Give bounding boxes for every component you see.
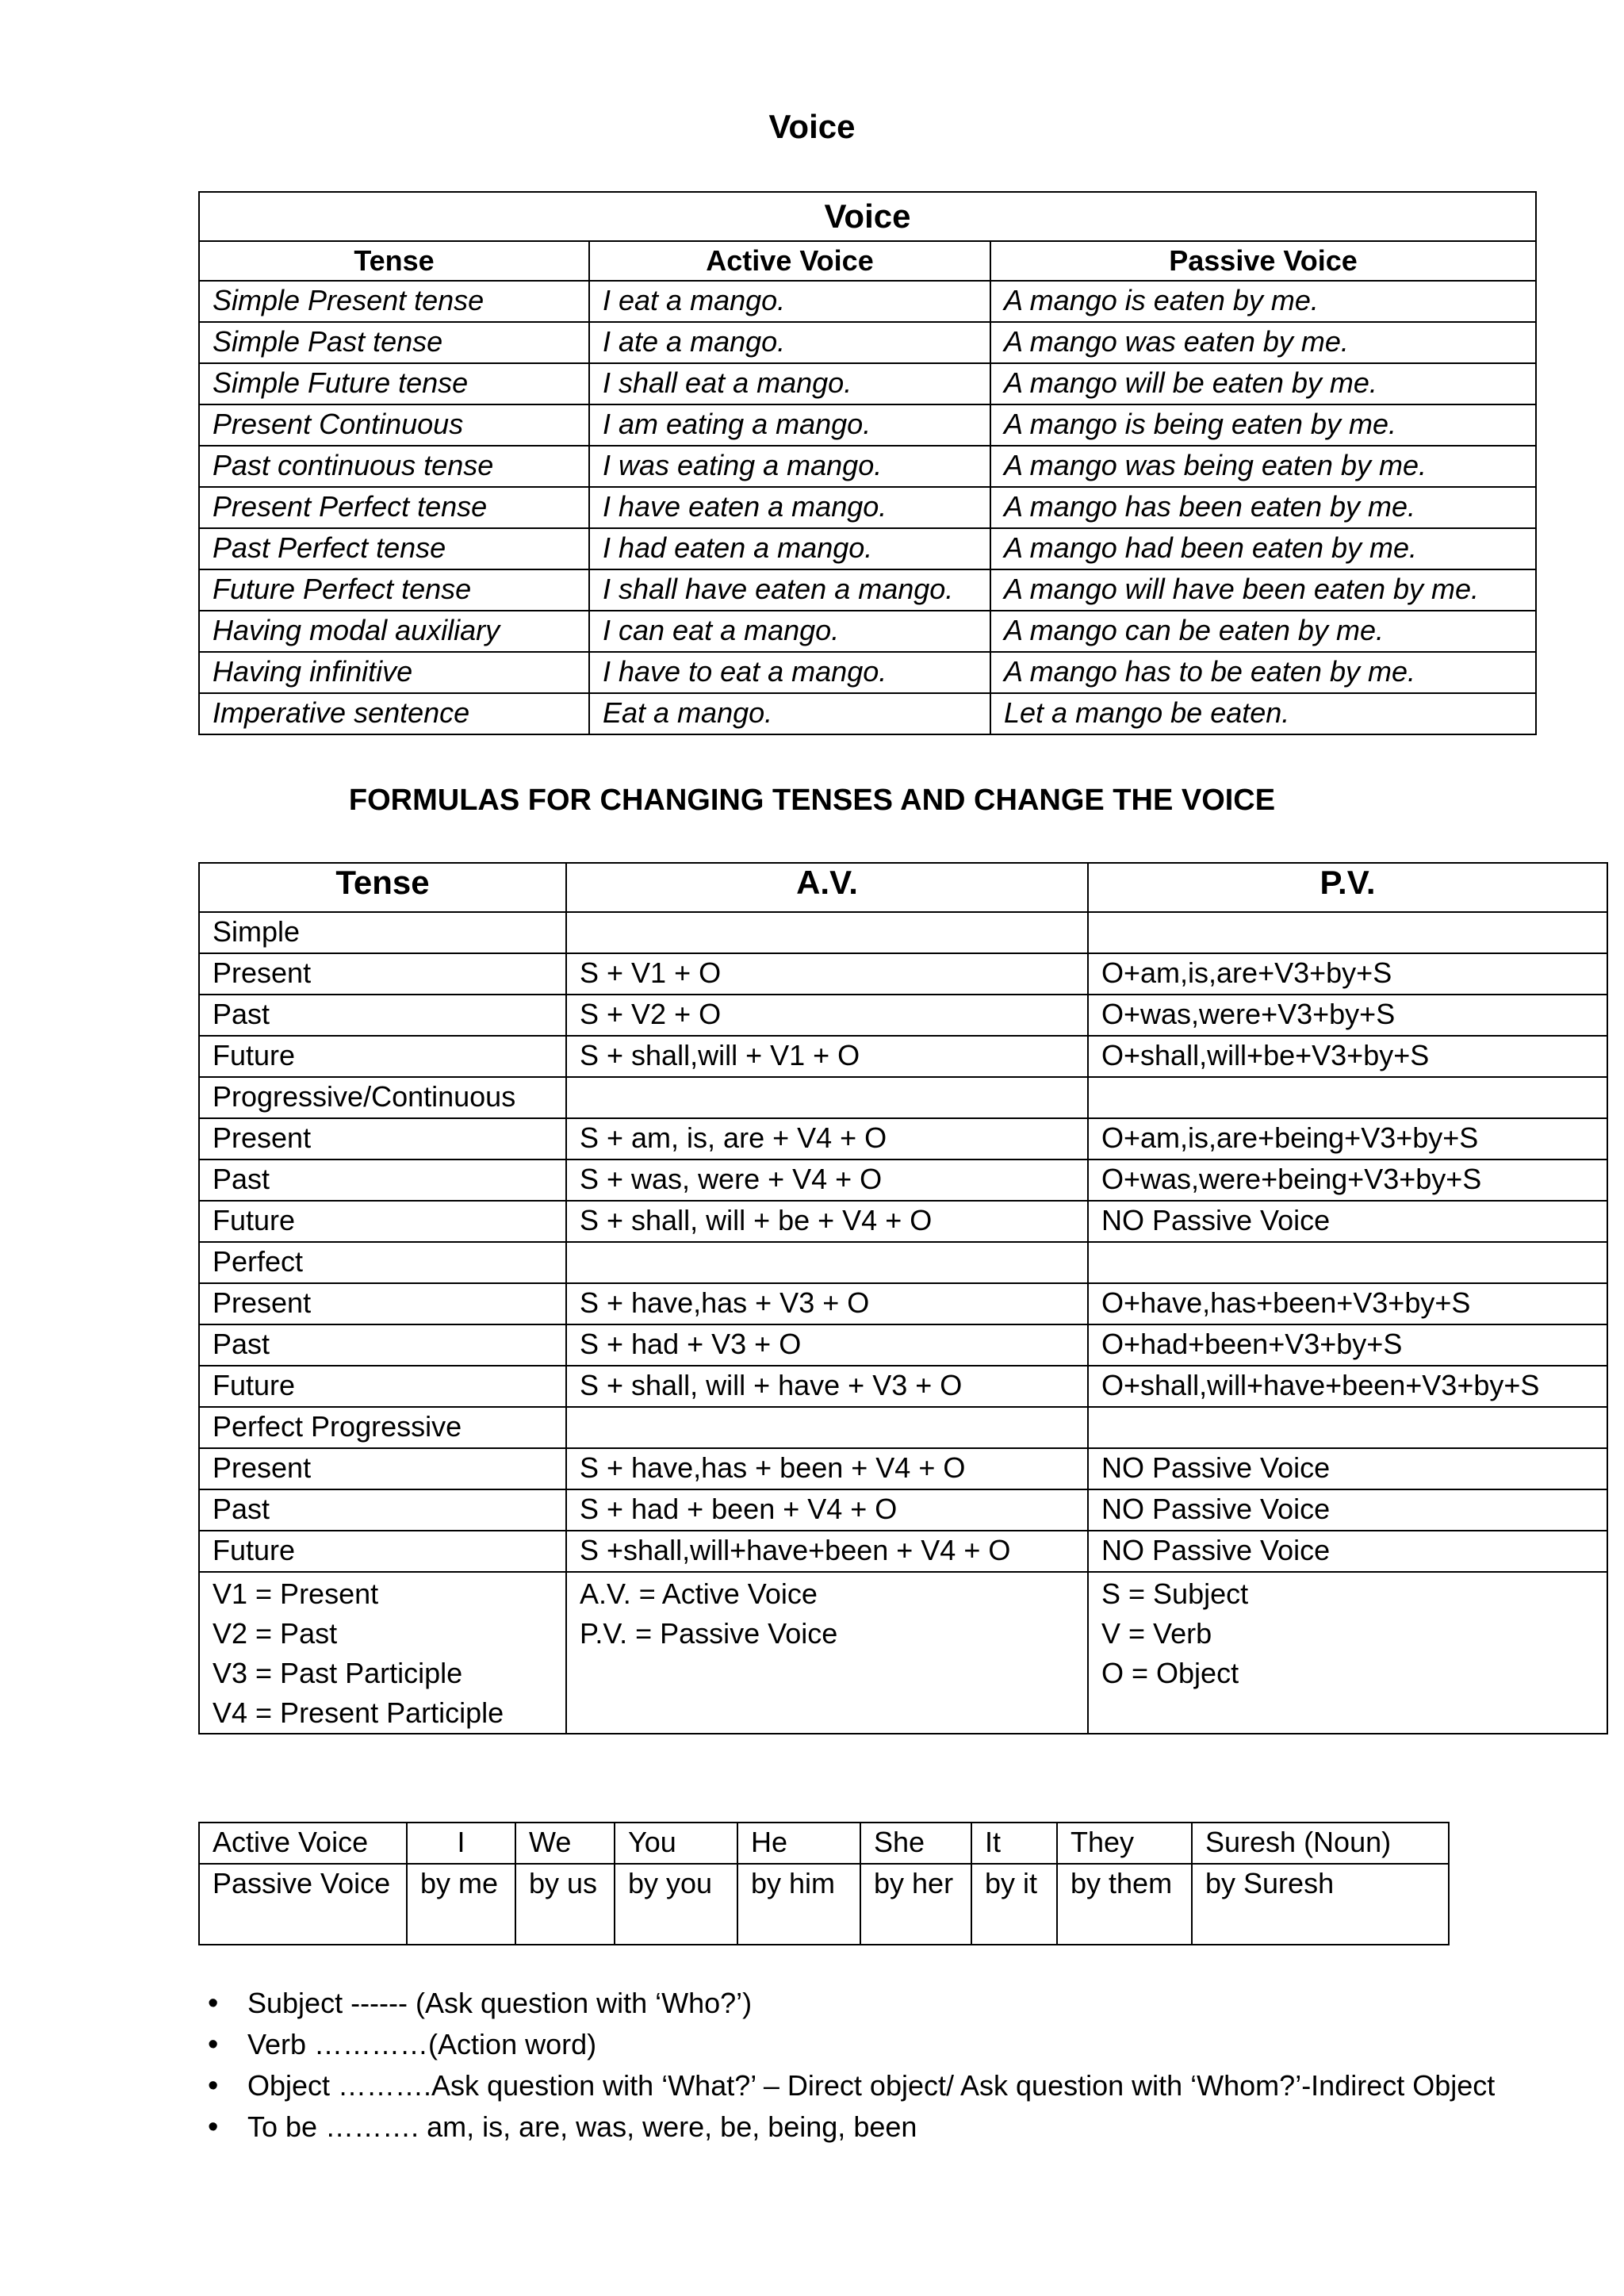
list-item: • Object ……….Ask question with ‘What?’ – Direct object/ Ask question with ‘Whom?’-Indirect Object	[198, 2065, 1535, 2106]
column-header-pv: P.V.	[1088, 863, 1607, 912]
av-formula-cell: S +shall,will+have+been + V4 + O	[566, 1531, 1088, 1572]
tense-cell: Present	[199, 1118, 566, 1159]
passive-voice-cell: A mango is eaten by me.	[990, 281, 1536, 322]
list-item: • Verb …………(Action word)	[198, 2024, 1535, 2065]
tense-cell: Future Perfect tense	[199, 569, 589, 611]
legend-line: V = Verb	[1101, 1617, 1212, 1650]
table-row	[199, 569, 1536, 611]
table-row	[199, 693, 1536, 734]
pv-formula-cell: O+am,is,are+V3+by+S	[1088, 953, 1607, 995]
passive-voice-cell: A mango is being eaten by me.	[990, 404, 1536, 446]
av-formula-cell: S + was, were + V4 + O	[566, 1159, 1088, 1201]
table-row	[199, 363, 1536, 404]
pronoun-cell: We	[515, 1823, 615, 1864]
legend-line: V2 = Past	[213, 1617, 338, 1650]
tense-cell: Present Continuous	[199, 404, 589, 446]
pv-formula-cell: NO Passive Voice	[1088, 1489, 1607, 1531]
active-voice-cell: I had eaten a mango.	[589, 528, 990, 569]
av-formula-cell	[566, 1077, 1088, 1118]
table-row	[199, 281, 1536, 322]
list-item: • To be ………. am, is, are, was, were, be, being, been	[198, 2106, 1535, 2148]
tense-cell: Perfect Progressive	[199, 1407, 566, 1448]
column-header-tense: Tense	[199, 863, 566, 912]
agent-cell: by them	[1057, 1864, 1192, 1945]
active-voice-cell: I can eat a mango.	[589, 611, 990, 652]
table-row	[199, 1118, 1607, 1159]
tense-cell: Future	[199, 1531, 566, 1572]
legend-line: A.V. = Active Voice	[580, 1577, 818, 1610]
passive-voice-cell: A mango can be eaten by me.	[990, 611, 1536, 652]
av-formula-cell	[566, 1407, 1088, 1448]
table-row	[199, 1159, 1607, 1201]
table-row	[199, 1283, 1607, 1324]
passive-voice-cell: A mango will be eaten by me.	[990, 363, 1536, 404]
voice-examples-table	[198, 191, 1537, 735]
table-row	[199, 611, 1536, 652]
passive-voice-cell: A mango was being eaten by me.	[990, 446, 1536, 487]
tense-cell: Progressive/Continuous	[199, 1077, 566, 1118]
table-row	[199, 1324, 1607, 1366]
passive-voice-cell: A mango will have been eaten by me.	[990, 569, 1536, 611]
table-row	[199, 1448, 1607, 1489]
table-row	[199, 322, 1536, 363]
tense-cell: Simple Present tense	[199, 281, 589, 322]
definitions-list	[198, 1983, 1535, 2148]
table-row	[199, 1864, 1449, 1945]
tense-cell: Future	[199, 1366, 566, 1407]
tense-cell: Past	[199, 995, 566, 1036]
pv-formula-cell	[1088, 912, 1607, 953]
av-formula-cell	[566, 1242, 1088, 1283]
pronoun-cell: It	[971, 1823, 1057, 1864]
passive-voice-cell: A mango has to be eaten by me.	[990, 652, 1536, 693]
legend-line: V1 = Present	[213, 1577, 379, 1610]
verb-form-legend	[199, 1572, 566, 1734]
pv-formula-cell: NO Passive Voice	[1088, 1531, 1607, 1572]
voice-abbreviation-legend	[566, 1572, 1088, 1734]
table-row	[199, 404, 1536, 446]
tense-cell: Past Perfect tense	[199, 528, 589, 569]
table-row	[199, 1407, 1607, 1448]
pv-formula-cell	[1088, 1242, 1607, 1283]
av-formula-cell: S + V1 + O	[566, 953, 1088, 995]
pv-formula-cell: O+shall,will+have+been+V3+by+S	[1088, 1366, 1607, 1407]
active-voice-cell: I eat a mango.	[589, 281, 990, 322]
active-voice-cell: I have eaten a mango.	[589, 487, 990, 528]
legend-line: V4 = Present Participle	[213, 1696, 504, 1729]
agent-cell: by Suresh	[1192, 1864, 1449, 1945]
tense-cell: Perfect	[199, 1242, 566, 1283]
tense-cell: Present	[199, 1448, 566, 1489]
av-formula-cell: S + had + been + V4 + O	[566, 1489, 1088, 1531]
pronoun-cell: She	[860, 1823, 971, 1864]
pv-formula-cell: O+am,is,are+being+V3+by+S	[1088, 1118, 1607, 1159]
tense-cell: Past	[199, 1489, 566, 1531]
table-row	[199, 1201, 1607, 1242]
pronoun-cell: He	[737, 1823, 860, 1864]
legend-line: P.V. = Passive Voice	[580, 1617, 838, 1650]
av-formula-cell: S + have,has + V3 + O	[566, 1283, 1088, 1324]
tense-cell: Past	[199, 1159, 566, 1201]
agent-cell: by you	[615, 1864, 737, 1945]
row-label: Active Voice	[199, 1823, 407, 1864]
av-formula-cell: S + shall,will + V1 + O	[566, 1036, 1088, 1077]
tense-cell: Future	[199, 1201, 566, 1242]
pronoun-cell: They	[1057, 1823, 1192, 1864]
tense-cell: Past continuous tense	[199, 446, 589, 487]
active-voice-cell: I ate a mango.	[589, 322, 990, 363]
tense-cell: Present	[199, 953, 566, 995]
passive-voice-cell: A mango had been eaten by me.	[990, 528, 1536, 569]
formulas-table	[198, 862, 1608, 1734]
agent-cell: by him	[737, 1864, 860, 1945]
pv-formula-cell	[1088, 1077, 1607, 1118]
page-title: Voice	[768, 108, 856, 145]
column-header-passive-voice: Passive Voice	[990, 241, 1536, 281]
active-voice-cell: I shall eat a mango.	[589, 363, 990, 404]
pronoun-conversion-table	[198, 1822, 1450, 1945]
passive-voice-cell: A mango was eaten by me.	[990, 322, 1536, 363]
tense-cell: Simple Future tense	[199, 363, 589, 404]
table-row	[199, 652, 1536, 693]
tense-cell: Simple	[199, 912, 566, 953]
av-formula-cell: S + am, is, are + V4 + O	[566, 1118, 1088, 1159]
pv-formula-cell: O+have,has+been+V3+by+S	[1088, 1283, 1607, 1324]
pv-formula-cell: O+shall,will+be+V3+by+S	[1088, 1036, 1607, 1077]
av-formula-cell: S + had + V3 + O	[566, 1324, 1088, 1366]
pronoun-cell: You	[615, 1823, 737, 1864]
tense-cell: Present	[199, 1283, 566, 1324]
tense-cell: Future	[199, 1036, 566, 1077]
pv-formula-cell: NO Passive Voice	[1088, 1448, 1607, 1489]
column-header-tense: Tense	[199, 241, 589, 281]
agent-cell: by us	[515, 1864, 615, 1945]
av-formula-cell: S + shall, will + have + V3 + O	[566, 1366, 1088, 1407]
sentence-part-legend	[1088, 1572, 1607, 1734]
section-title: FORMULAS FOR CHANGING TENSES AND CHANGE THE VOICE	[348, 784, 1276, 817]
pronoun-cell: I	[407, 1823, 515, 1864]
tense-cell: Imperative sentence	[199, 693, 589, 734]
pv-formula-cell	[1088, 1407, 1607, 1448]
table-row	[199, 1242, 1607, 1283]
table-row	[199, 1366, 1607, 1407]
legend-row	[199, 1572, 1607, 1734]
table-caption: Voice	[199, 192, 1536, 241]
agent-cell: by her	[860, 1864, 971, 1945]
column-header-av: A.V.	[566, 863, 1088, 912]
av-formula-cell: S + shall, will + be + V4 + O	[566, 1201, 1088, 1242]
table-row	[199, 1489, 1607, 1531]
table-row	[199, 953, 1607, 995]
table-row	[199, 1531, 1607, 1572]
table-row	[199, 1823, 1449, 1864]
list-item: • Subject ------ (Ask question with ‘Who?’)	[198, 1983, 1535, 2024]
active-voice-cell: I have to eat a mango.	[589, 652, 990, 693]
passive-voice-cell: A mango has been eaten by me.	[990, 487, 1536, 528]
tense-cell: Having infinitive	[199, 652, 589, 693]
pv-formula-cell: O+was,were+being+V3+by+S	[1088, 1159, 1607, 1201]
table-row	[199, 1036, 1607, 1077]
av-formula-cell	[566, 912, 1088, 953]
av-formula-cell: S + V2 + O	[566, 995, 1088, 1036]
tense-cell: Having modal auxiliary	[199, 611, 589, 652]
tense-cell: Past	[199, 1324, 566, 1366]
tense-cell: Simple Past tense	[199, 322, 589, 363]
pv-formula-cell: O+had+been+V3+by+S	[1088, 1324, 1607, 1366]
table-row	[199, 912, 1607, 953]
agent-cell: by me	[407, 1864, 515, 1945]
passive-voice-cell: Let a mango be eaten.	[990, 693, 1536, 734]
pv-formula-cell: NO Passive Voice	[1088, 1201, 1607, 1242]
av-formula-cell: S + have,has + been + V4 + O	[566, 1448, 1088, 1489]
agent-cell: by it	[971, 1864, 1057, 1945]
tense-cell: Present Perfect tense	[199, 487, 589, 528]
active-voice-cell: Eat a mango.	[589, 693, 990, 734]
active-voice-cell: I shall have eaten a mango.	[589, 569, 990, 611]
legend-line: V3 = Past Participle	[213, 1657, 463, 1689]
table-row	[199, 446, 1536, 487]
active-voice-cell: I was eating a mango.	[589, 446, 990, 487]
column-header-active-voice: Active Voice	[589, 241, 990, 281]
pv-formula-cell: O+was,were+V3+by+S	[1088, 995, 1607, 1036]
row-label: Passive Voice	[199, 1864, 407, 1945]
legend-line: O = Object	[1101, 1657, 1239, 1689]
table-row	[199, 995, 1607, 1036]
pronoun-cell: Suresh (Noun)	[1192, 1823, 1449, 1864]
table-row	[199, 528, 1536, 569]
active-voice-cell: I am eating a mango.	[589, 404, 990, 446]
legend-line: S = Subject	[1101, 1577, 1249, 1610]
table-row	[199, 1077, 1607, 1118]
table-row	[199, 487, 1536, 528]
